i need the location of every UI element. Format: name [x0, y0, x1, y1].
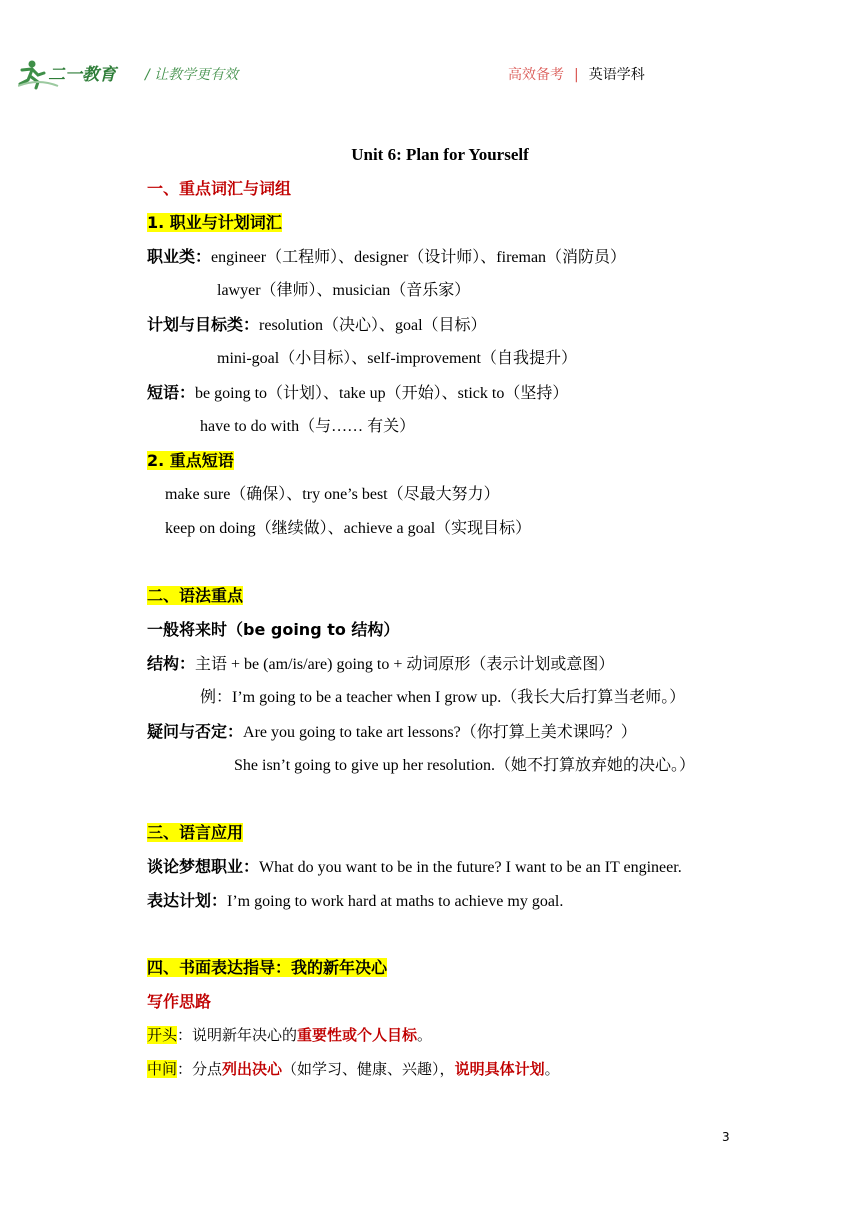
- writing-idea-heading: 写作思路: [147, 992, 212, 1011]
- slogan: / 让教学更有效: [145, 67, 239, 83]
- talk-line: 谈论梦想职业：What do you want to be in the future? I want to be an IT engineer.: [147, 857, 682, 876]
- section-4-heading: 四、书面表达指导：我的新年决心: [147, 958, 388, 977]
- phrases-line-1: 短语：be going to（计划）、take up（开始）、stick to（坚持）: [147, 383, 569, 402]
- plan-line: 表达计划：I’m going to work hard at maths to achieve my goal.: [147, 891, 564, 910]
- structure-line: 结构：主语 + be (am/is/are) going to + 动词原形（表示计划或意图）: [147, 654, 615, 673]
- grammar-subheading: 一般将来时（be going to 结构）: [147, 620, 400, 639]
- header-right: [508, 64, 645, 84]
- header-subject: 英语学科: [588, 67, 645, 83]
- jobs-line-2: lawyer（律师）、musician（音乐家）: [217, 282, 471, 299]
- section-2-heading: 二、语法重点: [147, 586, 244, 605]
- question-line-2: She isn’t going to give up her resolution.（她不打算放弃她的决心。）: [234, 757, 696, 774]
- section-1-heading: 一、重点词汇与词组: [147, 179, 292, 198]
- jobs-line-1: 职业类：engineer（工程师）、designer（设计师）、fireman（消防员）: [147, 247, 627, 266]
- page-title: Unit 6: Plan for Yourself: [351, 145, 529, 164]
- opening-line: 开头：说明新年决心的重要性或个人目标。: [147, 1026, 433, 1044]
- question-line-1: 疑问与否定：Are you going to take art lessons?（你打算上美术课吗？）: [147, 722, 637, 741]
- phrases-line-2: have to do with（与…… 有关）: [200, 418, 416, 435]
- middle-line: 中间：分点列出决心（如学习、健康、兴趣），说明具体计划。: [147, 1060, 560, 1078]
- section-3-heading: 三、语言应用: [147, 823, 244, 842]
- page-number: 3: [722, 1130, 730, 1144]
- sub-heading-1: 1. 职业与计划词汇: [147, 213, 282, 232]
- header-separator: |: [574, 67, 579, 83]
- example-line: 例：I’m going to be a teacher when I grow up.（我长大后打算当老师。）: [200, 689, 686, 706]
- header-tag: 高效备考: [508, 67, 564, 83]
- logo: [18, 58, 128, 90]
- plans-line-2: mini-goal（小目标）、self-improvement（自我提升）: [217, 350, 577, 367]
- key-phrases-line-1: make sure（确保）、try one’s best（尽最大努力）: [165, 486, 500, 503]
- plans-line-1: 计划与目标类：resolution（决心）、goal（目标）: [147, 315, 487, 334]
- logo-text: 二一教育: [48, 65, 116, 85]
- key-phrases-line-2: keep on doing（继续做）、achieve a goal（实现目标）: [165, 520, 532, 537]
- sub-heading-2: 2. 重点短语: [147, 451, 234, 470]
